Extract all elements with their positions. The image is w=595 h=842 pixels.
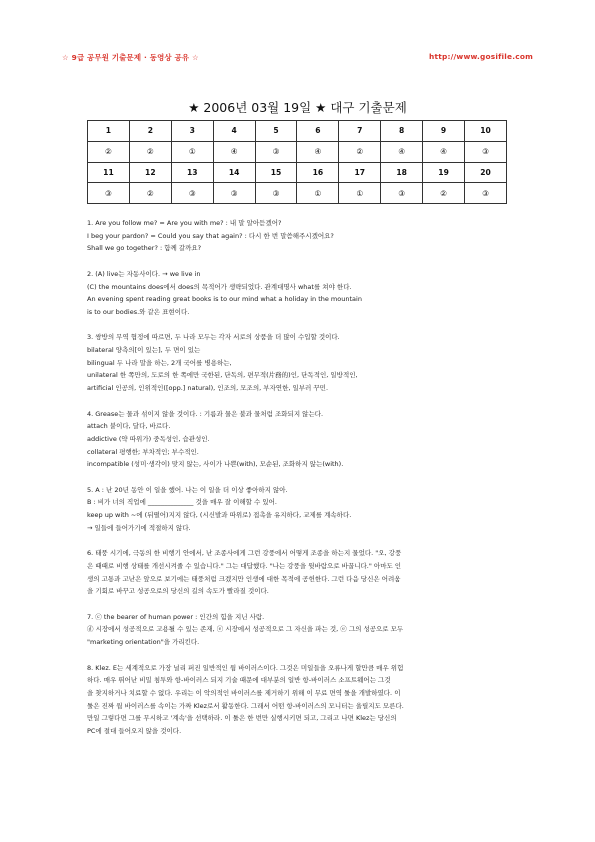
answer-cell: ④ (297, 141, 339, 162)
explanation-line: bilateral 양측의[이 있는], 두 면이 있는 (87, 346, 201, 354)
explanation-line: is to our bodies.와 같은 표현이다. (87, 307, 190, 316)
explanation-line: 3. 쌍방의 무역 협정에 따르면, 두 나라 모두는 각자 서로의 상품을 더 많이 수입할 것이다. (87, 333, 340, 342)
explanation-line: I beg your pardon? = Could you say that again? : 다시 한 번 말씀해주시겠어요? (87, 231, 334, 240)
explanation-line: 2. (A) live는 자동사이다. → we live in (87, 269, 201, 278)
answer-cell: ① (297, 183, 339, 204)
answer-cell: ③ (171, 183, 213, 204)
explanation-line: 7. ⓒ the bearer of human power : 인간의 힘을 지닌 사람. (87, 612, 265, 621)
explanation-line: "marketing orientation"을 가리킨다. (87, 638, 200, 647)
explanation-line: An evening spent reading great books is to our mind what a holiday in the mountain (87, 295, 362, 304)
answer-cell: ④ (213, 141, 255, 162)
question-number-cell: 18 (381, 162, 423, 183)
question-number-cell: 7 (339, 121, 381, 142)
explanation-line: addictive (약 따위가) 중독성인, 습관성인. (87, 434, 210, 443)
question-number-row (88, 121, 507, 142)
explanation-item-5 (87, 484, 517, 535)
explanation-line: 1. Are you follow me? = Are you with me? : 내 말 알아듣겠어? (87, 219, 282, 227)
explanation-line: ⓓ 시장에서 성공적으로 고용될 수 있는 존재, ⓔ 시장에서 성공적으로 그 자신을 파는 것, ⓔ 그의 성공으로 모두 (87, 625, 404, 634)
answer-row (88, 183, 507, 204)
explanation-item-4 (87, 408, 517, 472)
explanation-line: → 일들에 들어가기에 적절하지 않다. (87, 523, 191, 532)
answer-cell: ② (339, 141, 381, 162)
header-left-text: ☆ 9급 공무원 기출문제 · 동영상 공유 ☆ (62, 53, 199, 62)
question-number-cell: 6 (297, 121, 339, 142)
explanation-item-8 (87, 662, 517, 738)
explanation-item-6 (87, 547, 517, 598)
explanation-line: 만일 그렇다면 그를 무시하고 '계속'을 선택하라. 이 툴은 한 번만 실행시키면 되고, 그리고 나면 Klez는 당신의 (87, 714, 397, 723)
question-number-cell: 8 (381, 121, 423, 142)
answer-cell: ③ (255, 183, 297, 204)
answer-cell: ④ (423, 141, 465, 162)
explanation-line: 을 기회로 바꾸고 성공으로의 당신의 길의 속도가 빨라질 것이다. (87, 587, 269, 596)
answer-cell: ③ (88, 183, 130, 204)
question-number-cell: 4 (213, 121, 255, 142)
explanation-line: B : 비가 너의 직업에 ______________ 것을 매우 잘 이해할 수 있어. (87, 498, 277, 507)
explanation-line: 은 때때로 비행 상태를 개선시켜줄 수 있습니다." 그는 대답했다. "나는 강풍을 뒷바람으로 바꿉니다." 아마도 인 (87, 561, 402, 570)
explanation-line: 5. A : 난 20년 동안 이 일을 했어. 나는 이 일을 더 이상 좋아하지 않아. (87, 485, 288, 494)
explanation-line: 8. Klez. E는 세계적으로 가장 널리 퍼진 일반적인 웜 바이러스이다. 그것은 미일들을 오류나게 할만큼 매우 위험 (87, 663, 404, 672)
explanation-line: 4. Grease는 물과 섞이지 않을 것이다. : 기름과 물은 불과 물처럼 조화되지 않는다. (87, 409, 324, 418)
question-number-cell: 19 (423, 162, 465, 183)
answer-cell: ② (88, 141, 130, 162)
answer-cell: ③ (465, 141, 507, 162)
answer-cell: ① (339, 183, 381, 204)
explanation-line: artificial 인공의, 인위적인([opp.] natural), 인조의, 모조의, 부자연한, 일부러 꾸민. (87, 384, 329, 393)
answer-cell: ② (423, 183, 465, 204)
question-number-cell: 13 (171, 162, 213, 183)
explanation-line: 6. 태풍 시기에, 극동의 한 비행기 안에서, 난 조종사에게 그런 강풍에서 어떻게 조종을 하는지 물었다. "오, 강풍 (87, 549, 402, 558)
explanation-line: bilingual 두 나라 말을 하는, 2개 국어를 병용하는, (87, 358, 232, 367)
answer-cell: ② (129, 141, 171, 162)
question-number-cell: 16 (297, 162, 339, 183)
answer-cell: ③ (381, 183, 423, 204)
answer-table (87, 120, 507, 204)
answer-cell: ② (129, 183, 171, 204)
question-number-cell: 17 (339, 162, 381, 183)
question-number-cell: 9 (423, 121, 465, 142)
answer-cell: ③ (213, 183, 255, 204)
explanation-line: 생의 고통과 고난은 앞으로 보기에는 태풍처럼 크겠지만 인생에 대한 목적에 공헌한다. 그런 다음 당신은 어려움 (87, 574, 401, 583)
explanation-item-1 (87, 217, 517, 255)
question-number-cell: 12 (129, 162, 171, 183)
question-number-cell: 10 (465, 121, 507, 142)
question-number-cell: 5 (255, 121, 297, 142)
page-title: ★ 2006년 03월 19일 ★ 대구 기출문제 (188, 100, 407, 115)
question-number-cell: 1 (88, 121, 130, 142)
explanation-line: 을 찾지하거나 치료할 수 없다. 우리는 이 악의적인 바이러스를 제거하기 위해 이 무료 면역 툴을 개발하였다. 이 (87, 688, 401, 697)
question-number-cell: 14 (213, 162, 255, 183)
explanation-line: collateral 평행한; 부차적인; 부수적인. (87, 447, 199, 456)
question-number-cell: 2 (129, 121, 171, 142)
answer-row (88, 141, 507, 162)
explanation-line: incompatible (성미·생각이) 맞지 않는, 사이가 나쁜(with), 모순된, 조화하지 않는(with). (87, 460, 344, 469)
explanation-line: (C) the mountains does에서 does의 목적어가 생략되었다. 관계대명사 what를 쳐야 한다. (87, 282, 352, 291)
question-number-cell: 11 (88, 162, 130, 183)
explanation-item-2 (87, 268, 517, 319)
question-number-cell: 3 (171, 121, 213, 142)
explanation-item-3 (87, 331, 517, 395)
explanation-line: keep up with ~에 (뒤떨어)지지 않다, (시신발과 따위로) 접촉을 유지하다, 교제를 계속하다. (87, 511, 352, 520)
explanations (87, 217, 517, 750)
answer-cell: ③ (465, 183, 507, 204)
answer-cell: ③ (255, 141, 297, 162)
explanation-line: Shall we go together? : 함께 갈까요? (87, 244, 202, 253)
explanation-line: 하다. 매우 뛰어난 비밀 침투와 항-바이러스 되지 기술 때문에 대부분의 일반 항-바이러스 소프트웨어는 그것 (87, 676, 391, 685)
question-number-cell: 15 (255, 162, 297, 183)
explanation-line: PC에 절대 들어오지 않을 것이다. (87, 727, 182, 736)
explanation-line: unilateral 한 쪽만의, 도로의 한 쪽에만 국한된, 단독의, 편무적(片務的)인, 단독적인, 일방적인, (87, 371, 358, 380)
header-site-link[interactable]: http://www.gosifile.com (429, 52, 533, 61)
answer-cell: ① (171, 141, 213, 162)
question-number-cell: 20 (465, 162, 507, 183)
answer-cell: ④ (381, 141, 423, 162)
explanation-item-7 (87, 611, 517, 649)
explanation-line: 툴은 진짜 웜 바이러스를 속이는 가짜 Klez로서 활동한다. 그래서 어떤 항-바이러스의 모니터는 울릴지도 모른다. (87, 701, 404, 710)
question-number-row (88, 162, 507, 183)
explanation-line: attach 붙이다, 달다, 바르다. (87, 422, 171, 431)
